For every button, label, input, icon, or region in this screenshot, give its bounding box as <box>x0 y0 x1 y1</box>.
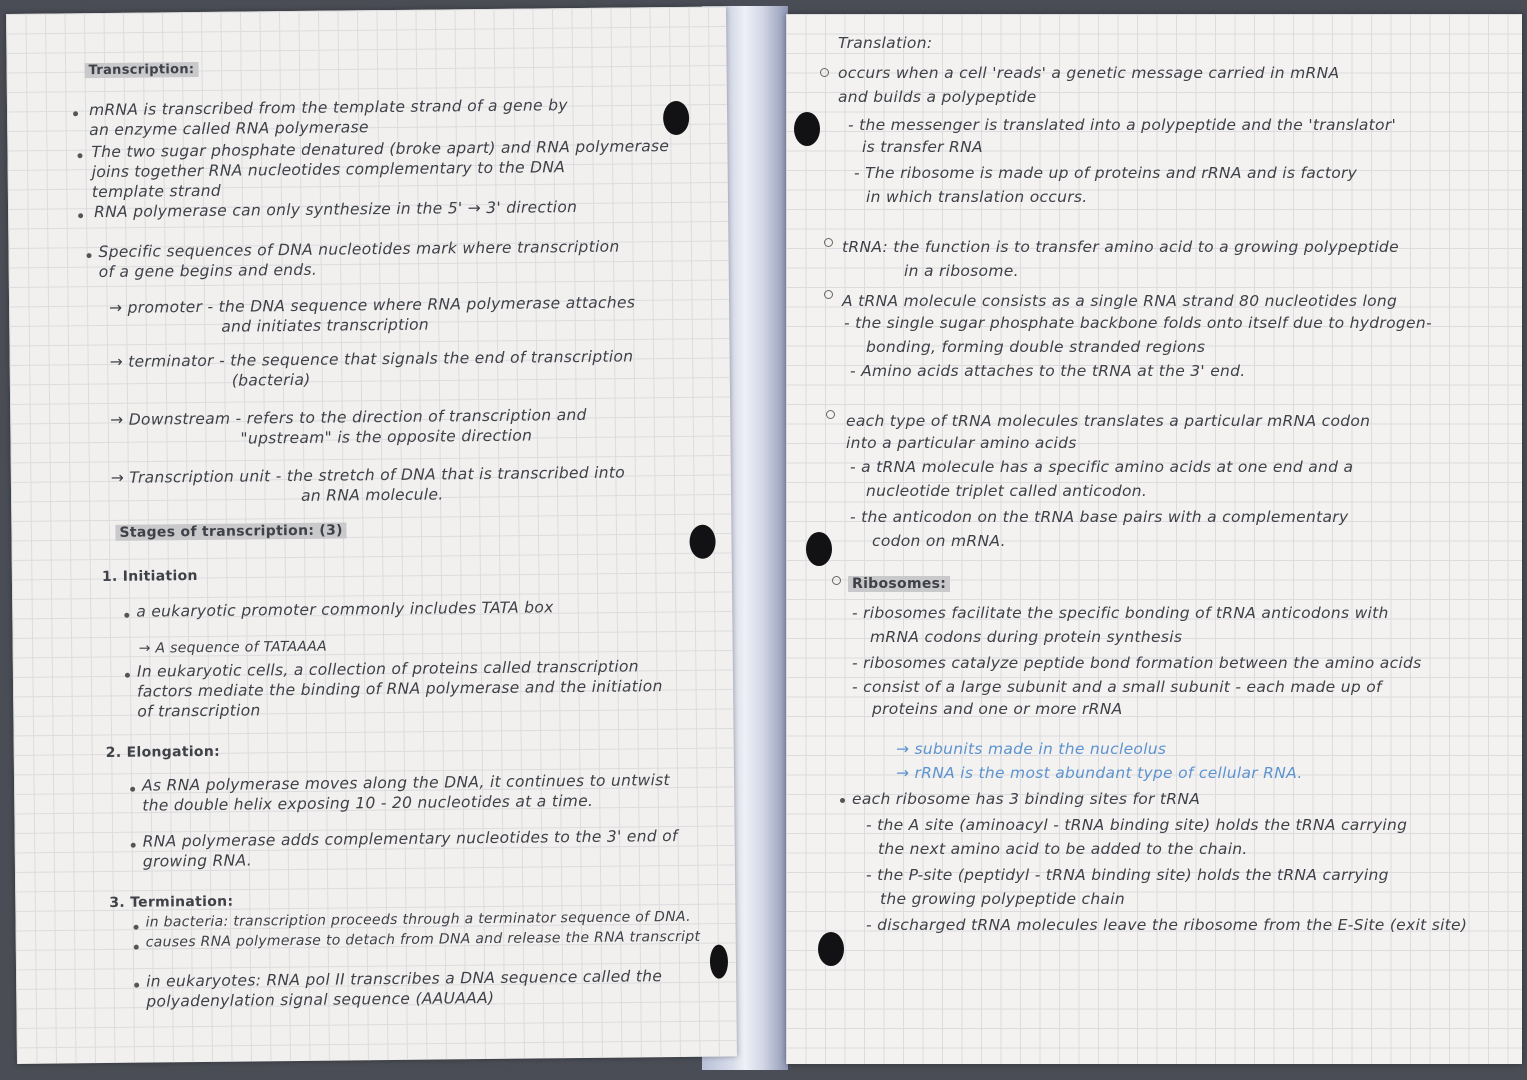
note-line: an RNA molecule. <box>300 485 444 505</box>
note-line: and builds a polypeptide <box>838 88 1037 106</box>
binder-hole <box>663 101 689 135</box>
note-line: of transcription <box>137 701 261 721</box>
binder-hole <box>689 525 715 559</box>
note-line: Specific sequences of DNA nucleotides mark where transcription <box>98 237 620 262</box>
note-line: → A sequence of TATAAAA <box>138 638 328 657</box>
note-line: in bacteria: transcription proceeds through a terminator sequence of DNA. <box>145 908 691 931</box>
note-line: codon on mRNA. <box>872 532 1006 550</box>
note-line: - discharged tRNA molecules leave the ribosome from the E-Site (exit site) <box>866 916 1468 934</box>
note-line: causes RNA polymerase to detach from DNA and release the RNA transcript <box>145 928 701 951</box>
note-line-transcription-unit: → Transcription unit - the stretch of DNA that is transcribed into <box>110 463 626 487</box>
note-line: As RNA polymerase moves along the DNA, it continues to untwist <box>141 771 670 795</box>
note-line: (bacteria) <box>231 370 311 390</box>
note-line: joins together RNA nucleotides complementary to the DNA <box>91 158 566 182</box>
note-line-blue: → rRNA is the most abundant type of cellular RNA. <box>896 764 1303 782</box>
bullet <box>124 613 129 618</box>
note-line: - the P-site (peptidyl - tRNA binding site) holds the tRNA carrying <box>866 866 1389 884</box>
note-line: tRNA: the function is to transfer amino acid to a growing polypeptide <box>842 238 1399 256</box>
note-line: mRNA codons during protein synthesis <box>870 628 1183 646</box>
stage-elongation: 2. Elongation: <box>105 743 221 761</box>
note-line: - ribosomes facilitate the specific bonding of tRNA anticodons with <box>852 604 1389 622</box>
note-line: of a gene begins and ends. <box>98 260 318 282</box>
note-line: mRNA is transcribed from the template strand of a gene by <box>88 96 568 120</box>
translation-heading: Translation: <box>838 34 933 52</box>
note-line-blue: → subunits made in the nucleolus <box>896 740 1167 758</box>
note-line-downstream: → Downstream - refers to the direction of transcription and <box>110 405 587 429</box>
note-line: growing RNA. <box>142 851 253 871</box>
bullet <box>131 843 136 848</box>
note-line: - consist of a large subunit and a small subunit - each made up of <box>852 678 1382 696</box>
note-line: each ribosome has 3 binding sites for tRNA <box>852 790 1201 808</box>
bullet <box>840 798 845 803</box>
note-line: a eukaryotic promoter commonly includes TATA box <box>136 598 554 621</box>
note-line: - ribosomes catalyze peptide bond formation between the amino acids <box>852 654 1422 672</box>
bullet <box>73 111 78 116</box>
note-line: A tRNA molecule consists as a single RNA strand 80 nucleotides long <box>842 292 1398 310</box>
stage-initiation: 1. Initiation <box>101 568 198 586</box>
note-line: an enzyme called RNA polymerase <box>89 118 369 140</box>
note-line: the double helix exposing 10 - 20 nucleotides at a time. <box>142 791 594 815</box>
note-line: The two sugar phosphate denatured (broke apart) and RNA polymerase <box>91 137 670 162</box>
stage-termination: 3. Termination: <box>109 893 234 911</box>
bullet <box>134 925 139 930</box>
note-line: factors mediate the binding of RNA polymerase and the initiation <box>137 677 663 701</box>
note-line: bonding, forming double stranded regions <box>866 338 1206 356</box>
note-line: "upstream" is the opposite direction <box>240 426 533 448</box>
note-line: and initiates transcription <box>221 315 430 336</box>
bullet <box>820 68 829 77</box>
note-line: - Amino acids attaches to the tRNA at the 3' end. <box>850 362 1246 380</box>
bullet <box>125 673 130 678</box>
note-line: the growing polypeptide chain <box>880 890 1126 908</box>
binder-hole <box>710 944 728 978</box>
note-line: the next amino acid to be added to the chain. <box>878 840 1248 858</box>
bullet <box>134 945 139 950</box>
note-line: RNA polymerase adds complementary nucleotides to the 3' end of <box>142 827 678 851</box>
ribosomes-heading: Ribosomes: <box>848 576 950 592</box>
note-line: polyadenylation signal sequence (AAUAAA) <box>146 988 495 1011</box>
bullet <box>87 253 92 258</box>
note-line: occurs when a cell 'reads' a genetic message carried in mRNA <box>838 64 1340 82</box>
bullet <box>134 983 139 988</box>
note-line: proteins and one or more rRNA <box>872 700 1123 718</box>
note-line: RNA polymerase can only synthesize in the 5' → 3' direction <box>93 198 578 222</box>
bullet <box>832 576 841 585</box>
note-line-promoter: → promoter - the DNA sequence where RNA polymerase attaches <box>108 293 636 317</box>
binder-hole <box>806 532 832 566</box>
note-line: template strand <box>91 181 222 202</box>
note-line: - the single sugar phosphate backbone folds onto itself due to hydrogen- <box>844 314 1432 332</box>
bullet <box>77 153 82 158</box>
binder-hole <box>794 112 820 146</box>
stages-heading: Stages of transcription: (3) <box>115 522 347 540</box>
transcription-heading: Transcription: <box>85 62 199 78</box>
bullet <box>824 290 833 299</box>
note-line: - the anticodon on the tRNA base pairs with a complementary <box>850 508 1349 526</box>
bullet <box>130 787 135 792</box>
note-line: - the A site (aminoacyl - tRNA binding site) holds the tRNA carrying <box>866 816 1408 834</box>
note-line: in a ribosome. <box>904 262 1019 280</box>
note-line: - a tRNA molecule has a specific amino acids at one end and a <box>850 458 1354 476</box>
right-notebook-page <box>786 14 1522 1064</box>
note-line: in which translation occurs. <box>866 188 1088 206</box>
note-line: nucleotide triplet called anticodon. <box>866 482 1148 500</box>
note-line-terminator: → terminator - the sequence that signals the end of transcription <box>109 347 634 371</box>
note-line: in eukaryotes: RNA pol II transcribes a DNA sequence called the <box>146 967 663 991</box>
bullet <box>78 213 83 218</box>
binder-hole <box>818 932 844 966</box>
note-line: - the messenger is translated into a polypeptide and the 'translator' <box>848 116 1397 134</box>
note-line: - The ribosome is made up of proteins and rRNA and is factory <box>854 164 1358 182</box>
bullet <box>826 410 835 419</box>
note-line: is transfer RNA <box>862 138 983 156</box>
left-notebook-page <box>6 6 737 1063</box>
note-line: each type of tRNA molecules translates a particular mRNA codon <box>846 412 1371 430</box>
note-line: into a particular amino acids <box>846 434 1077 452</box>
note-line: In eukaryotic cells, a collection of proteins called transcription <box>136 657 639 681</box>
bullet <box>824 238 833 247</box>
